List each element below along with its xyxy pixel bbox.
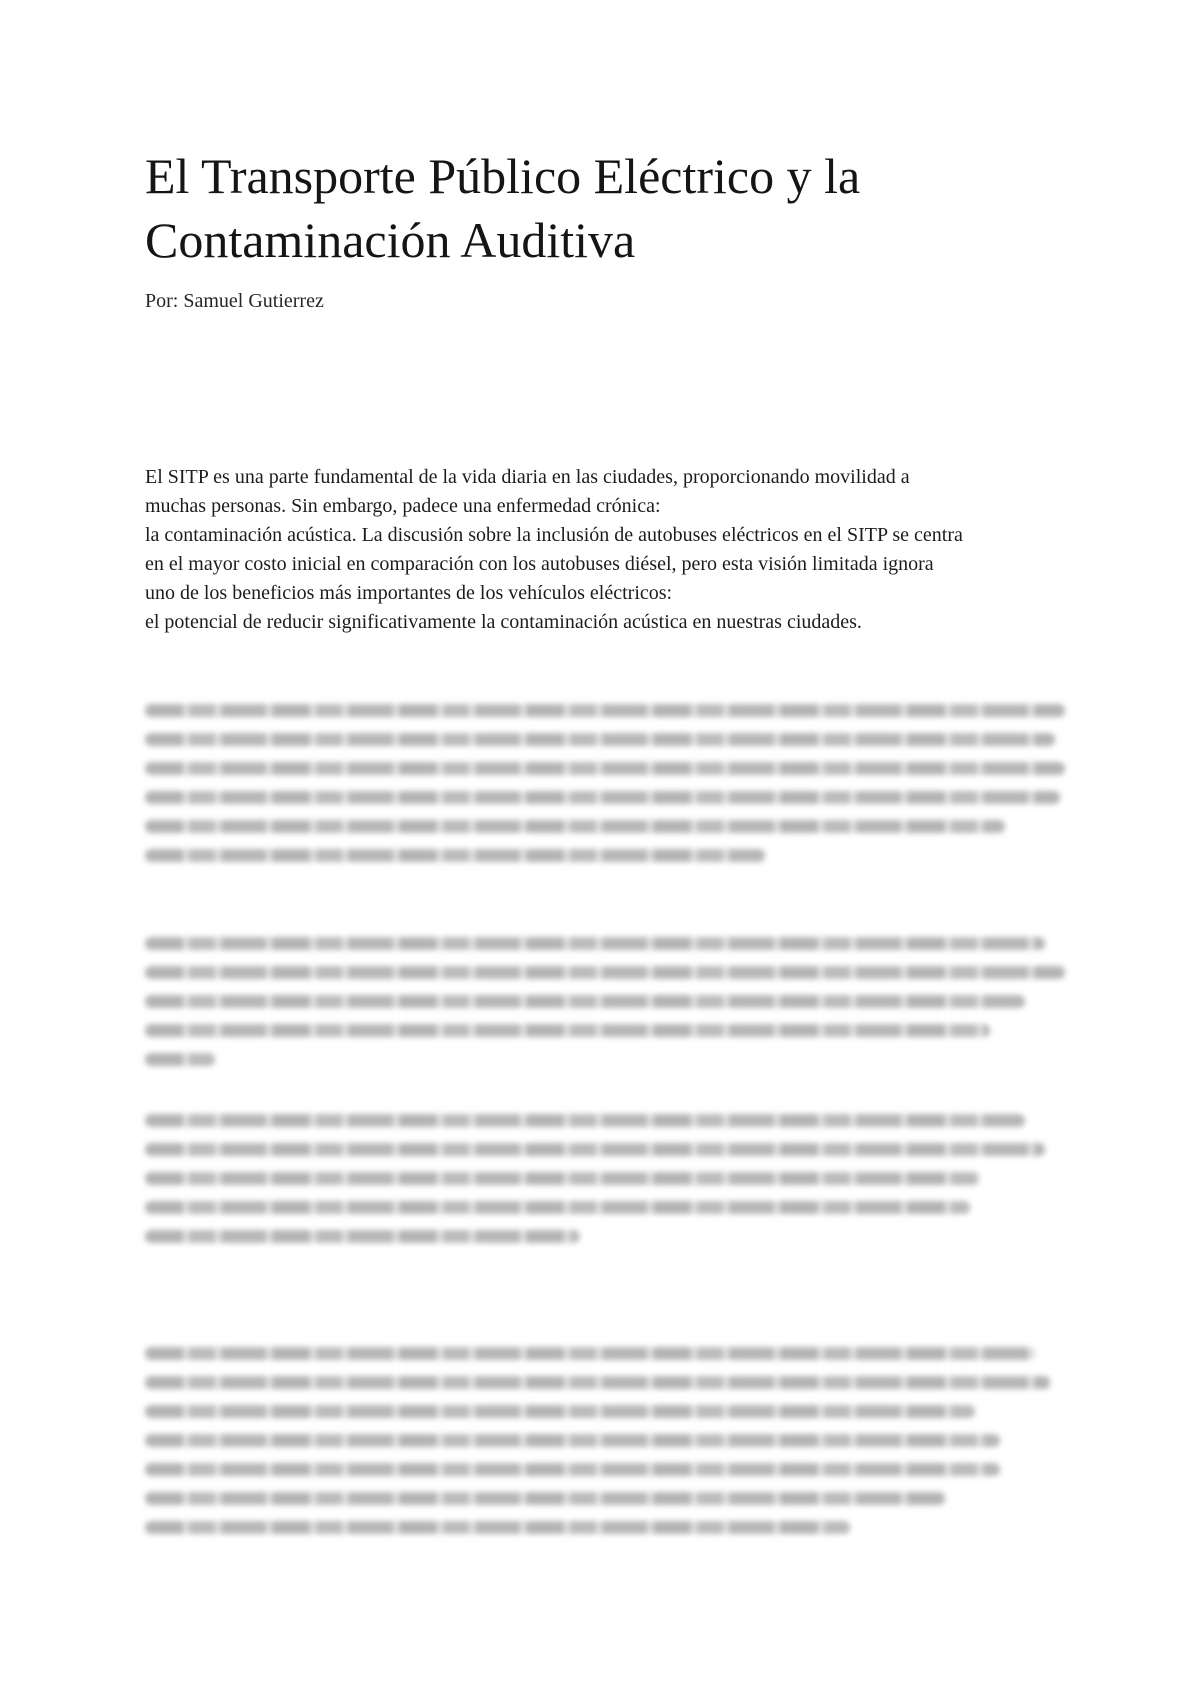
blurred-line [145,966,1065,979]
paragraph-line: en el mayor costo inicial en comparación con los autobuses diésel, pero esta visión limitada ignora [145,553,934,575]
author-byline: Por: Samuel Gutierrez [145,290,324,312]
blurred-line [145,1347,1035,1360]
title-line-1: El Transporte Público Eléctrico y la [145,148,861,204]
blurred-line [145,1053,215,1066]
blurred-line [145,1024,990,1037]
blurred-paragraph [145,1347,1065,1550]
paragraph-line: uno de los beneficios más importantes de los vehículos eléctricos: [145,582,673,604]
blurred-paragraph [145,1114,1065,1259]
blurred-line [145,995,1025,1008]
blurred-line [145,1114,1025,1127]
blurred-line [145,937,1045,950]
blurred-line [145,1143,1045,1156]
blurred-line [145,1172,980,1185]
blurred-line [145,762,1065,775]
blurred-line [145,1376,1050,1389]
blurred-line [145,791,1060,804]
blurred-line [145,820,1005,833]
document-title [145,144,1065,272]
blurred-paragraph [145,704,1065,878]
blurred-line [145,1521,850,1534]
blurred-line [145,704,1065,717]
paragraph-line: la contaminación acústica. La discusión sobre la inclusión de autobuses eléctricos en el SITP se centra [145,524,963,546]
paragraph-line: muchas personas. Sin embargo, padece una enfermedad crónica: [145,495,661,517]
blurred-line [145,733,1055,746]
blurred-line [145,849,765,862]
intro-paragraph [145,463,1065,637]
blurred-line [145,1463,1000,1476]
blurred-line [145,1201,970,1214]
blurred-paragraph [145,937,1065,1082]
title-line-2: Contaminación Auditiva [145,212,636,268]
blurred-line [145,1230,580,1243]
blurred-line [145,1492,945,1505]
blurred-line [145,1434,1000,1447]
blurred-line [145,1405,975,1418]
paragraph-line: El SITP es una parte fundamental de la vida diaria en las ciudades, proporcionando movilidad a [145,466,910,488]
paragraph-line: el potencial de reducir significativamente la contaminación acústica en nuestras ciudades. [145,611,862,633]
